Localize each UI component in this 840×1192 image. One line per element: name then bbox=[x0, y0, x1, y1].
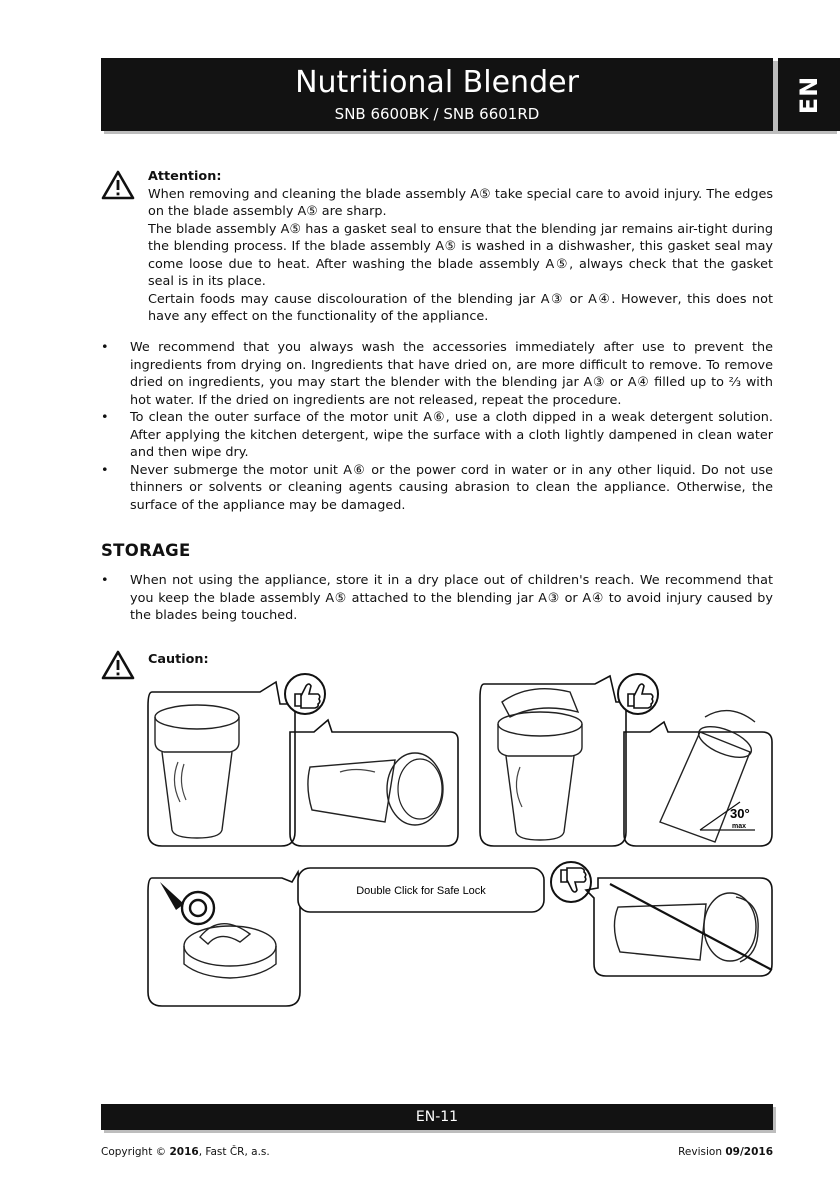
storage-illustration bbox=[140, 672, 780, 1012]
jar-lying-panel bbox=[290, 720, 458, 846]
attention-paragraph-3: Certain foods may cause discolouration of the blending jar A③ or A④. However, this does not have any effect on the functionality of the appliance. bbox=[148, 291, 773, 324]
jar-flip-lid-panel bbox=[480, 676, 626, 846]
storage-heading: STORAGE bbox=[101, 541, 191, 560]
list-item: • When not using the appliance, store it in a dry place out of children's reach. We recommend that you keep the blade assembly A⑤ attached to the blending jar A③ or A④ to avoid injury caused by the blades being touched. bbox=[101, 573, 773, 623]
tilt-angle-value: 30° bbox=[730, 806, 750, 821]
attention-paragraph-2: The blade assembly A⑤ has a gasket seal to ensure that the blending jar remains air-tight during the blending process. If the blade assembly A⑤ is washed in a dishwasher, this gasket seal may come loose due to heat. After washing the blade assembly A⑤, always check that the gasket seal is in its place. bbox=[148, 221, 773, 289]
safe-lock-bubble bbox=[298, 868, 544, 912]
document-header bbox=[101, 58, 773, 131]
list-item: • To clean the outer surface of the motor unit A⑥, use a cloth dipped in a weak detergent solution. After applying the kitchen detergent, wipe the surface with a cloth lightly dampened in clean water and then wipe dry. bbox=[101, 410, 773, 460]
jar-wrong-panel bbox=[586, 878, 772, 976]
attention-paragraph-1: When removing and cleaning the blade assembly A⑤ take special care to avoid injury. The edges on the blade assembly A⑤ are sharp. bbox=[148, 186, 773, 219]
model-numbers: SNB 6600BK / SNB 6601RD bbox=[334, 105, 540, 123]
safe-lock-panel bbox=[148, 872, 300, 1006]
thumbs-up-icon bbox=[285, 674, 325, 714]
caution-label: Caution: bbox=[148, 652, 209, 667]
revision: Revision 09/2016 bbox=[678, 1146, 773, 1158]
list-item: • We recommend that you always wash the accessories immediately after use to prevent the ingredients from drying on. Ingredients that have dried on, are more difficult to remove. To remove dried on ingredients, you may start the blender with the blending jar A③ or A④ filled up to ⅔ with hot water. If the dried on ingredients are not released, repeat the procedure. bbox=[101, 340, 773, 408]
list-item: • Never submerge the motor unit A⑥ or the power cord in water or in any other liquid. Do not use thinners or solvents or cleaning agents causing abrasion to clean the appliance. Otherwise, the surface of the appliance may be damaged. bbox=[101, 462, 773, 513]
safe-lock-text: Double Click for Safe Lock bbox=[356, 885, 486, 897]
page-number-bar bbox=[101, 1104, 773, 1130]
jar-tilted-panel bbox=[624, 711, 772, 846]
cleaning-instructions bbox=[101, 339, 773, 514]
thumbs-down-icon bbox=[551, 862, 591, 902]
jar-upright-panel bbox=[148, 682, 295, 846]
language-code: EN bbox=[795, 75, 823, 114]
storage-instructions bbox=[101, 572, 773, 625]
thumbs-up-icon bbox=[618, 674, 658, 714]
attention-block bbox=[148, 168, 773, 326]
warning-triangle-icon bbox=[101, 170, 135, 200]
caution-triangle-icon bbox=[101, 650, 135, 680]
tilt-angle-sub: max bbox=[732, 823, 747, 830]
document-title: Nutritional Blender bbox=[295, 65, 579, 100]
language-tab bbox=[778, 58, 840, 131]
page-number: EN-11 bbox=[415, 1109, 459, 1125]
attention-label: Attention: bbox=[148, 169, 222, 184]
copyright: Copyright © 2016, Fast ČR, a.s. bbox=[101, 1146, 270, 1158]
